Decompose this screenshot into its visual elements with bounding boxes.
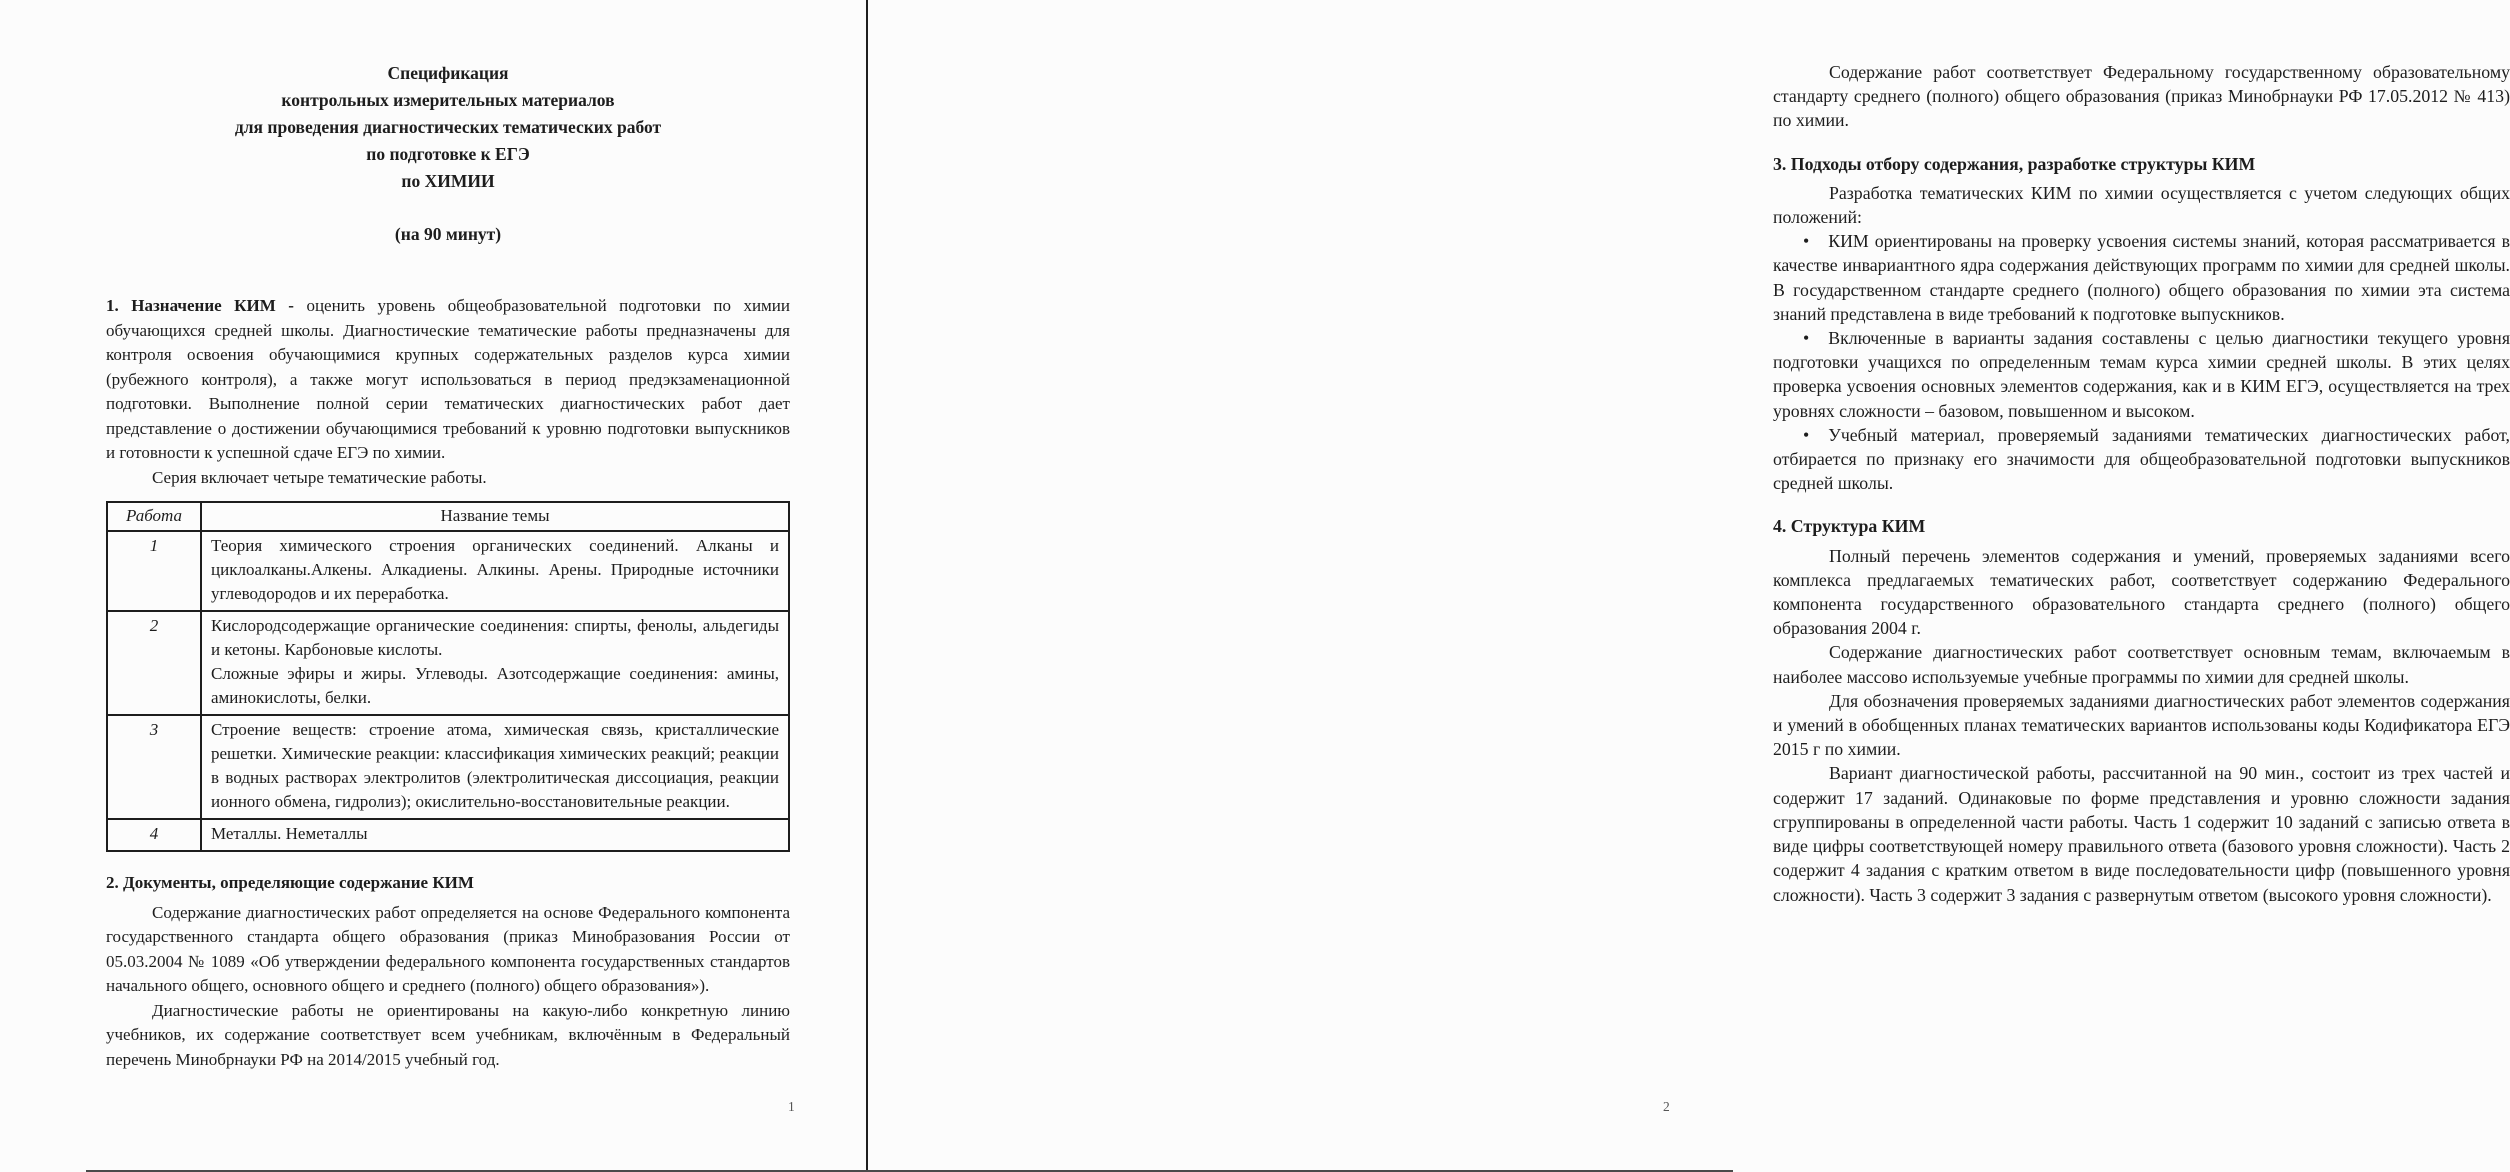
page-2-intro-paragraph: Содержание работ соответствует Федеральному государственному образовательному стандарту среднего (полного) общего образования (приказ Минобрнауки РФ 17.05.2012 № 413) по химии. [1773,62,2510,131]
bullet-item [1773,326,2510,423]
bullet-icon: • [1803,328,1810,349]
table-header-row [107,502,789,531]
bullet-icon: • [1803,231,1810,252]
title-line: контрольных измерительных материалов [281,90,615,110]
page-2 [868,0,2510,1172]
topic-text: Кислородсодержащие органические соединения: спирты, фенолы, альдегиды и кетоны. Карбоновые кислоты. [211,616,779,659]
section-1-body: оценить уровень общеобразовательной подготовки по химии обучающихся средней школы. Диагностические тематические работы предназначены для контроля освоения обучающимися крупных содержательных разделов курса химии (рубежного контроля), а также могут использоваться в период предэкзаменационной подготовки. Выполнение полной серии тематических диагностических работ дает представление о достижении обучающимися требований к уровню подготовки выпускников и готовности к успешной сдаче ЕГЭ по химии. [106,296,790,462]
topics-table-header [107,502,789,531]
section-2-heading: 2. Документы, определяющие содержание КИМ [106,873,474,892]
topic-text: Теория химического строения органических соединений. Алканы и циклоалканы.Алкены. Алкадиены. Алкины. Арены. Природные источники углеводородов и их переработка. [211,536,779,603]
series-note: Серия включает четыре тематические работы. [152,467,487,487]
title-line: Спецификация [387,63,509,83]
bullet-text: Учебный материал, проверяемый заданиями тематических диагностических работ, отбирается по признаку его значимости для общеобразовательной подготовки выпускников средней школы. [1773,424,2510,494]
title-line: по ХИМИИ [401,171,495,191]
bullet-icon: • [1803,424,1810,445]
bullet-item [1773,229,2510,326]
table-row [107,531,789,611]
column-header-work: Работа [107,502,201,531]
bullet-text: Включенные в варианты задания составлены с целью диагностики текущего уровня подготовки учащихся по определенным темам курса химии средней школы. В этих целях проверка усвоения основных элементов содержания, как и в КИМ ЕГЭ, осуществляется на трех уровнях сложности – базовом, повышенном и высоком. [1773,328,2510,421]
work-number-cell: 3 [107,715,201,819]
work-number-cell: 1 [107,531,201,611]
section-4-paragraph: Вариант диагностической работы, рассчитанной на 90 мин., состоит из трех частей и содержит 17 заданий. Одинаковые по форме представления и уровню сложности задания сгруппированы в определенной части работы. Часть 1 содержит 10 заданий с записью ответа в виде цифры соответствующей номеру правильного ответа (базового уровня сложности). Часть 2 содержит 4 задания с кратким ответом в виде последовательности цифр (повышенного уровня сложности). Часть 3 содержит 3 задания с развернутым ответом (высокого уровня сложности). [1773,763,2510,905]
duration-note: (на 90 минут) [394,224,502,244]
topic-cell [201,715,789,819]
section-1-paragraph [106,294,790,466]
table-row [107,819,789,851]
title-line: по подготовке к ЕГЭ [366,144,530,164]
section-3-heading: 3. Подходы отбору содержания, разработке структуры КИМ [1773,153,2256,174]
column-header-topic: Название темы [201,502,789,531]
table-row [107,715,789,819]
work-number-cell: 2 [107,611,201,715]
topic-cell [201,611,789,715]
work-number-cell: 4 [107,819,201,851]
topic-cell [201,819,789,851]
page-2-content [1773,60,2510,907]
page-1-content [106,58,790,1072]
page-divider-line [866,0,868,1172]
title-line: для проведения диагностических тематических работ [234,117,662,137]
topics-table [106,501,790,852]
document-title [106,60,790,248]
topic-text: Строение веществ: строение атома, химическая связь, кристаллические решетки. Химические реакции: классификация химических реакций; реакции в водных растворах электролитов (электролитическая диссоциация, реакции ионного обмена, гидролиз); окислительно-восстановительные реакции. [211,720,779,811]
table-row [107,611,789,715]
section-2-paragraph: Диагностические работы не ориентированы на какую-либо конкретную линию учебников, их содержание соответствует всем учебникам, включённым в Федеральный перечень Минобрнауки РФ на 2014/2015 учебный год. [106,1000,790,1069]
page-number: 2 [1663,1099,1670,1114]
section-4-paragraph: Полный перечень элементов содержания и умений, проверяемых заданиями всего комплекса предлагаемых тематических работ, соответствует содержанию Федерального компонента государственного образовательного стандарта среднего (полного) общего образования 2004 г. [1773,545,2510,639]
page-number: 1 [788,1099,795,1114]
bullet-text: КИМ ориентированы на проверку усвоения системы знаний, которая рассматривается в качестве инвариантного ядра содержания действующих программ по химии для средней школы. В государственном стандарте среднего (полного) общего образования по химии эта система знаний представлена в виде требований к подготовке выпускников. [1773,231,2510,324]
topic-cell [201,531,789,611]
section-1-heading: 1. Назначение КИМ - [106,296,307,315]
section-4-paragraph: Содержание диагностических работ соответствует основным темам, включаемым в наиболее массово используемые учебные программы по химии для средней школы. [1773,642,2510,687]
section-2-paragraph: Содержание диагностических работ определяется на основе Федерального компонента государственного стандарта общего образования (приказ Минобразования России от 05.03.2004 № 1089 «Об утверждении федерального компонента государственных стандартов начального общего, основного общего и среднего (полного) общего образования»). [106,902,790,995]
section-4-heading: 4. Структура КИМ [1773,516,1926,537]
topic-text: Сложные эфиры и жиры. Углеводы. Азотсодержащие соединения: амины, аминокислоты, белки. [211,664,779,707]
topic-text: Металлы. Неметаллы [211,824,368,843]
bullet-item [1773,423,2510,496]
section-3-intro: Разработка тематических КИМ по химии осуществляется с учетом следующих общих положений: [1773,182,2510,228]
section-4-paragraph: Для обозначения проверяемых заданиями диагностических работ элементов содержания и умений в обобщенных планах тематических вариантов использованы коды Кодификатора ЕГЭ 2015 г по химии. [1773,690,2510,760]
page-1 [0,0,866,1172]
